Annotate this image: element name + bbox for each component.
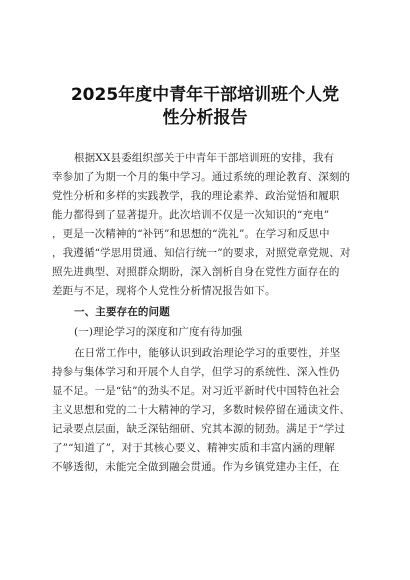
subsection-heading: (一)理论学习的深度和广度有待加强 xyxy=(74,326,243,338)
report-title-line-2: 性分析报告 xyxy=(162,108,248,128)
body-line: 在日常工作中，能够认识到政治理论学习的重要性，并坚 xyxy=(74,347,341,359)
intro-line: 能力都得到了显著提升。此次培训不仅是一次知识的“充电” xyxy=(52,209,330,221)
intro-line: 幸参加了为期一个月的集中学习。通过系统的理论教育、深刻的 xyxy=(52,171,351,183)
body-line: 主义思想和党的二十大精神的学习，多数时候停留在通读文件、 xyxy=(52,404,351,416)
intro-line: 党性分析和多样的实践教学，我的理论素养、政治觉悟和履职 xyxy=(52,190,340,202)
intro-line: 差距与不足，现将个人党性分析情况报告如下。 xyxy=(52,285,276,297)
report-title-line-1: 2025年度中青年干部培训班个人党 xyxy=(70,85,340,105)
section-heading: 一、主要存在的问题 xyxy=(74,306,170,318)
intro-line: 根据XX县委组织部关于中青年干部培训班的安排，我有 xyxy=(74,152,335,164)
body-line: 不够透彻，未能完全做到融会贯通。作为乡镇党建办主任，在 xyxy=(52,461,340,473)
body-line: 持参与集体学习和开展个人自学，但学习的系统性、深入性仍 xyxy=(52,366,340,378)
intro-line: 照先进典型、对照群众期盼，深入剖析自身在党性方面存在的 xyxy=(52,266,340,278)
body-line: 显不足。一是“钻”的劲头不足。对习近平新时代中国特色社会 xyxy=(52,385,340,397)
body-line: 了”“知道了”，对于其核心要义、精神实质和丰富内涵的理解 xyxy=(52,442,335,454)
intro-line: ，更是一次精神的“补钙”和思想的“洗礼”。在学习和反思中 xyxy=(52,228,330,240)
body-line: 记录要点层面，缺乏深钻细研、究其本源的韧劲。满足于“学过 xyxy=(52,423,346,435)
intro-line: ，我遵循“学思用贯通、知信行统一”的要求，对照党章党规、对 xyxy=(52,247,351,259)
